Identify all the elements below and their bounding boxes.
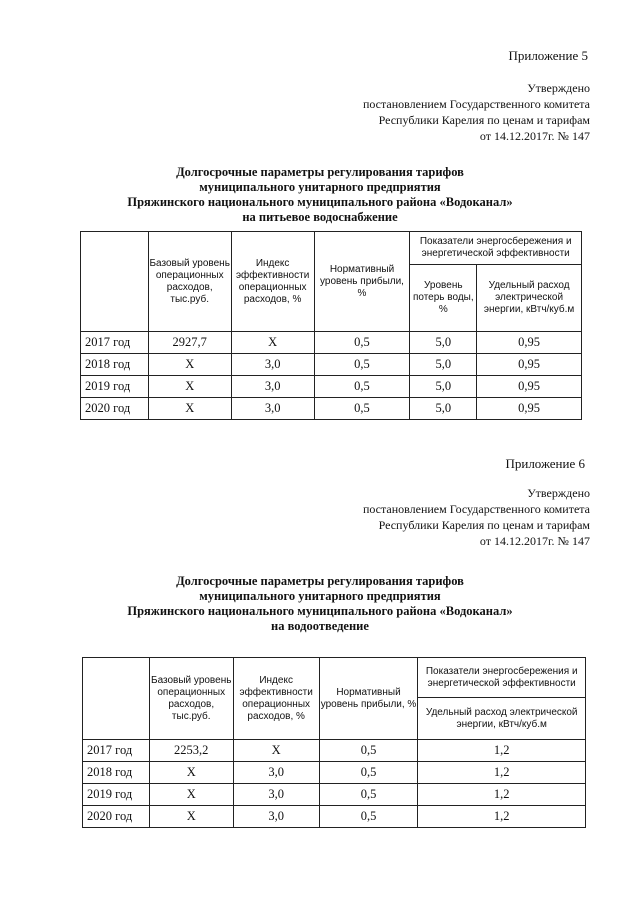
losses-cell: 5,0 bbox=[410, 354, 477, 376]
electricity-header: Удельный расход электрической энергии, кВтч/куб.м bbox=[418, 698, 586, 740]
year-header bbox=[83, 658, 150, 740]
losses-header: Уровень потерь воды, % bbox=[410, 265, 477, 332]
year-cell: 2020 год bbox=[83, 806, 150, 828]
base-cell: Х bbox=[148, 376, 231, 398]
profit-cell: 0,5 bbox=[314, 376, 410, 398]
table-row bbox=[81, 332, 582, 354]
approval-line: Республики Карелия по ценам и тарифам bbox=[378, 113, 590, 127]
base-header: Базовый уровень операционных расходов, тыс.руб. bbox=[149, 658, 233, 740]
table-header-row bbox=[81, 232, 582, 265]
annex6-title bbox=[0, 574, 640, 634]
electricity-cell: 0,95 bbox=[477, 398, 582, 420]
electricity-cell: 1,2 bbox=[418, 762, 586, 784]
base-cell: Х bbox=[148, 398, 231, 420]
index-cell: 3,0 bbox=[231, 376, 314, 398]
index-cell: Х bbox=[231, 332, 314, 354]
approval-line: Республики Карелия по ценам и тарифам bbox=[378, 518, 590, 532]
index-cell: 3,0 bbox=[231, 398, 314, 420]
profit-cell: 0,5 bbox=[314, 398, 410, 420]
annex6-approval-block bbox=[363, 485, 590, 549]
annex5-title bbox=[0, 165, 640, 225]
profit-cell: 0,5 bbox=[319, 784, 418, 806]
title-line: Пряжинского национального муниципального района «Водоканал» bbox=[127, 195, 513, 209]
index-cell: 3,0 bbox=[233, 784, 319, 806]
index-header: Индекс эффективности операционных расходов, % bbox=[231, 232, 314, 332]
table-row bbox=[81, 376, 582, 398]
year-header bbox=[81, 232, 149, 332]
year-cell: 2018 год bbox=[81, 354, 149, 376]
energy-group-header: Показатели энергосбережения и энергетической эффективности bbox=[418, 658, 586, 698]
year-cell: 2017 год bbox=[81, 332, 149, 354]
annex6-label: Приложение 6 bbox=[505, 456, 585, 471]
base-cell: Х bbox=[149, 762, 233, 784]
profit-cell: 0,5 bbox=[319, 740, 418, 762]
title-line: Долгосрочные параметры регулирования тарифов bbox=[176, 165, 464, 179]
base-cell: Х bbox=[149, 784, 233, 806]
base-cell: 2253,2 bbox=[149, 740, 233, 762]
approval-line: постановлением Государственного комитета bbox=[362, 97, 590, 111]
index-cell: 3,0 bbox=[231, 354, 314, 376]
approval-line: от 14.12.2017г. № 147 bbox=[479, 129, 590, 143]
profit-cell: 0,5 bbox=[314, 332, 410, 354]
index-header: Индекс эффективности операционных расходов, % bbox=[233, 658, 319, 740]
table-row bbox=[83, 784, 586, 806]
losses-cell: 5,0 bbox=[410, 332, 477, 354]
electricity-cell: 0,95 bbox=[477, 354, 582, 376]
title-line: на водоотведение bbox=[271, 619, 369, 633]
table-row bbox=[83, 762, 586, 784]
year-cell: 2018 год bbox=[83, 762, 150, 784]
base-cell: Х bbox=[149, 806, 233, 828]
profit-header: Нормативный уровень прибыли, % bbox=[314, 232, 410, 332]
title-line: на питьевое водоснабжение bbox=[242, 210, 398, 224]
annex5-label: Приложение 5 bbox=[508, 48, 588, 63]
profit-cell: 0,5 bbox=[314, 354, 410, 376]
title-line: Пряжинского национального муниципального района «Водоканал» bbox=[127, 604, 513, 618]
profit-header: Нормативный уровень прибыли, % bbox=[319, 658, 418, 740]
index-cell: 3,0 bbox=[233, 806, 319, 828]
annex5-approval-block bbox=[363, 80, 590, 144]
title-line: муниципального унитарного предприятия bbox=[199, 180, 441, 194]
table-header-row bbox=[83, 658, 586, 698]
year-cell: 2017 год bbox=[83, 740, 150, 762]
base-header: Базовый уровень операционных расходов, тыс.руб. bbox=[148, 232, 231, 332]
year-cell: 2020 год bbox=[81, 398, 149, 420]
index-cell: Х bbox=[233, 740, 319, 762]
profit-cell: 0,5 bbox=[319, 762, 418, 784]
electricity-header: Удельный расход электрической энергии, кВтч/куб.м bbox=[477, 265, 582, 332]
approval-line: Утверждено bbox=[527, 81, 590, 95]
base-cell: Х bbox=[148, 354, 231, 376]
annex6-table bbox=[82, 657, 586, 828]
base-cell: 2927,7 bbox=[148, 332, 231, 354]
year-cell: 2019 год bbox=[81, 376, 149, 398]
losses-cell: 5,0 bbox=[410, 398, 477, 420]
approval-line: от 14.12.2017г. № 147 bbox=[479, 534, 590, 548]
electricity-cell: 1,2 bbox=[418, 784, 586, 806]
table-row bbox=[81, 398, 582, 420]
profit-cell: 0,5 bbox=[319, 806, 418, 828]
annex5-table bbox=[80, 231, 582, 420]
table-row bbox=[83, 806, 586, 828]
energy-group-header: Показатели энергосбережения и энергетической эффективности bbox=[410, 232, 582, 265]
electricity-cell: 0,95 bbox=[477, 332, 582, 354]
title-line: муниципального унитарного предприятия bbox=[199, 589, 441, 603]
approval-line: Утверждено bbox=[527, 486, 590, 500]
index-cell: 3,0 bbox=[233, 762, 319, 784]
approval-line: постановлением Государственного комитета bbox=[362, 502, 590, 516]
electricity-cell: 1,2 bbox=[418, 806, 586, 828]
table-row bbox=[81, 354, 582, 376]
electricity-cell: 0,95 bbox=[477, 376, 582, 398]
losses-cell: 5,0 bbox=[410, 376, 477, 398]
title-line: Долгосрочные параметры регулирования тарифов bbox=[176, 574, 464, 588]
table-row bbox=[83, 740, 586, 762]
electricity-cell: 1,2 bbox=[418, 740, 586, 762]
year-cell: 2019 год bbox=[83, 784, 150, 806]
